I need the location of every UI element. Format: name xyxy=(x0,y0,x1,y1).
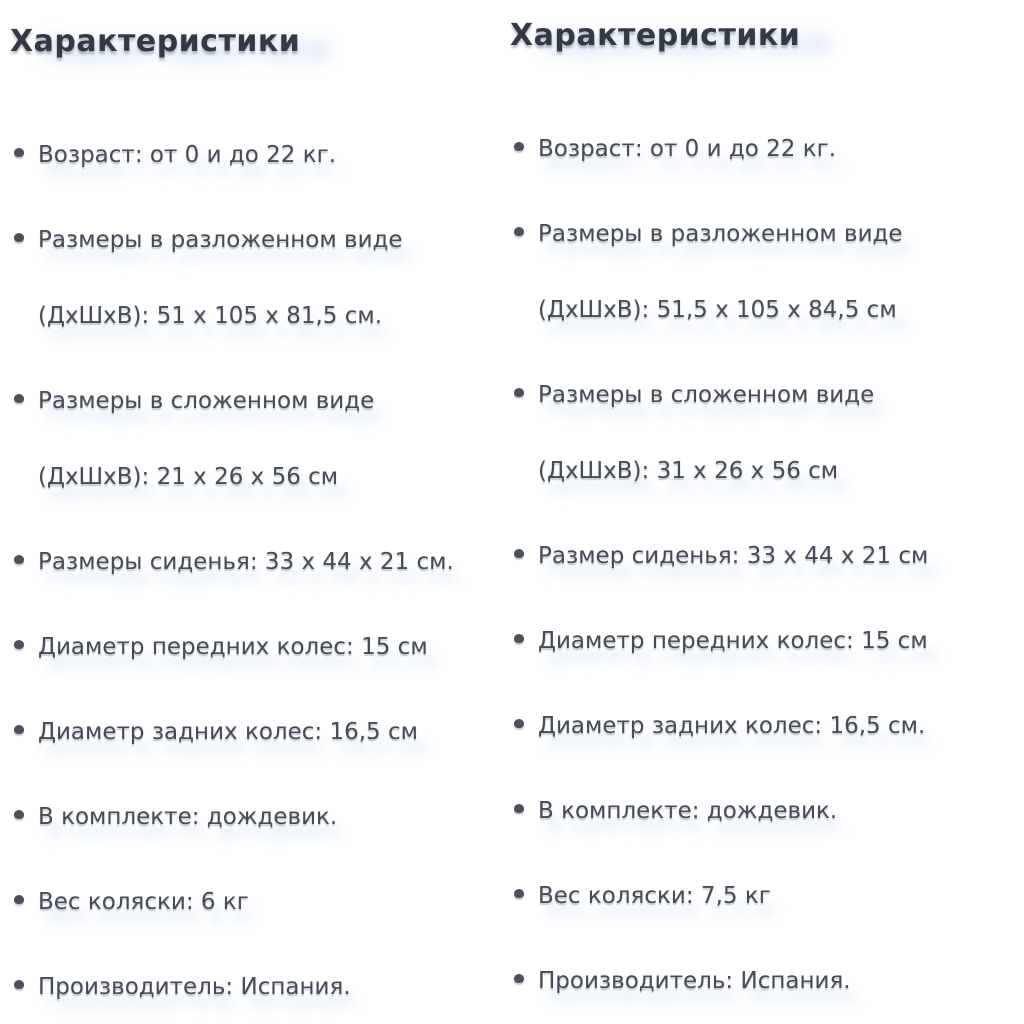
spec-item-text: Размеры сиденья: 33 х 44 х 21 см. xyxy=(38,549,454,575)
left-column-title: Характеристики xyxy=(10,24,301,59)
spec-item-text: Вес коляски: 6 кг xyxy=(38,889,249,915)
spec-item-seat-size xyxy=(538,518,974,594)
bullet-icon xyxy=(14,980,24,989)
spec-item-text: Диаметр передних колес: 15 см xyxy=(38,634,428,660)
spec-item-folded-size xyxy=(38,363,474,515)
spec-item-manufacturer xyxy=(38,949,474,1024)
spec-item-manufacturer xyxy=(538,943,974,1019)
spec-item-rear-wheels xyxy=(538,688,974,764)
bullet-icon xyxy=(14,810,24,819)
spec-item-folded-size xyxy=(538,357,974,509)
bullet-icon xyxy=(514,388,524,397)
right-column-title: Характеристики xyxy=(510,18,801,53)
spec-item-text: Диаметр задних колес: 16,5 см xyxy=(38,719,418,745)
bullet-icon xyxy=(514,549,524,558)
left-spec-list xyxy=(10,117,510,1024)
bullet-icon xyxy=(14,555,24,564)
spec-item-front-wheels xyxy=(38,609,474,685)
spec-item-seat-size xyxy=(38,524,474,600)
spec-item-age xyxy=(538,111,974,187)
bullet-icon xyxy=(514,142,524,151)
spec-item-weight xyxy=(538,858,974,934)
bullet-icon xyxy=(514,719,524,728)
bullet-icon xyxy=(514,974,524,983)
spec-item-text: Возраст: от 0 и до 22 кг. xyxy=(538,136,837,162)
bullet-icon xyxy=(14,895,24,904)
spec-item-text: Вес коляски: 7,5 кг xyxy=(538,883,771,909)
spec-item-unfolded-size xyxy=(538,196,974,348)
spec-item-text: Возраст: от 0 и до 22 кг. xyxy=(38,142,337,168)
bullet-icon xyxy=(14,233,24,242)
bullet-icon xyxy=(14,394,24,403)
right-spec-column xyxy=(510,14,1010,1024)
spec-item-included xyxy=(38,779,474,855)
bullet-icon xyxy=(14,640,24,649)
spec-item-included xyxy=(538,773,974,849)
bullet-icon xyxy=(514,889,524,898)
spec-item-text: В комплекте: дождевик. xyxy=(538,798,838,824)
spec-item-text: Диаметр задних колес: 16,5 см. xyxy=(538,713,926,739)
spec-item-text: Производитель: Испания. xyxy=(538,968,851,994)
bullet-icon xyxy=(14,725,24,734)
bullet-icon xyxy=(14,148,24,157)
spec-item-text: Размер сиденья: 33 х 44 х 21 см xyxy=(538,543,929,569)
spec-item-rear-wheels xyxy=(38,694,474,770)
spec-item-text: Размеры в разложенном виде (ДхШхВ): 51 х 105 х 81,5 см. xyxy=(38,227,403,329)
spec-item-text: В комплекте: дождевик. xyxy=(38,804,338,830)
left-spec-column xyxy=(10,14,510,1024)
spec-item-unfolded-size xyxy=(38,202,474,354)
bullet-icon xyxy=(514,634,524,643)
spec-item-age xyxy=(38,117,474,193)
bullet-icon xyxy=(514,804,524,813)
bullet-icon xyxy=(514,227,524,236)
spec-item-weight xyxy=(38,864,474,940)
spec-item-text: Размеры в разложенном виде (ДхШхВ): 51,5 х 105 х 84,5 см xyxy=(538,221,903,323)
right-spec-list xyxy=(510,111,1010,1019)
spec-item-text: Производитель: Испания. xyxy=(38,974,351,1000)
spec-item-front-wheels xyxy=(538,603,974,679)
spec-item-text: Размеры в сложенном виде (ДхШхВ): 21 х 26 х 56 см xyxy=(38,388,375,490)
spec-item-text: Размеры в сложенном виде (ДхШхВ): 31 х 26 х 56 см xyxy=(538,382,875,484)
spec-item-text: Диаметр передних колес: 15 см xyxy=(538,628,928,654)
